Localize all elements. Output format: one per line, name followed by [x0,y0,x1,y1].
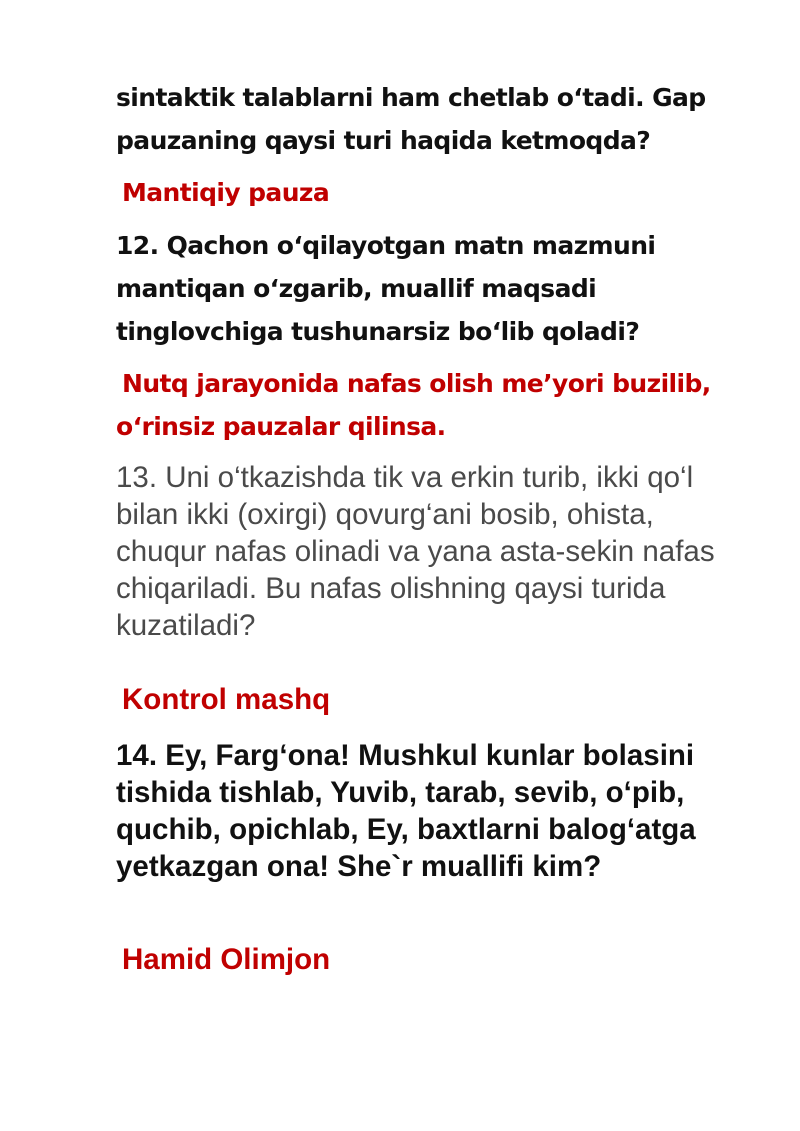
answer-12-text: Nutq jarayonida nafas olish me’yori buzilib, o‘rinsiz pauzalar qilinsa. [116,369,711,441]
answer-11-text: Mantiqiy pauza [122,178,330,207]
question-12-text: 12. Qachon o‘qilayotgan matn mazmuni mantiqan o‘zgarib, muallif maqsadi tinglovchiga tushunarsiz bo‘lib qoladi? [116,231,656,346]
answer-13-text: Kontrol mashq [122,683,331,716]
question-13-text: 13. Uni o‘tkazishda tik va erkin turib, ikki qo‘l bilan ikki (oxirgi) qovurg‘ani bosib, ohista, chuqur nafas olinadi va yana asta-sekin nafas chiqariladi. Bu nafas olishning qaysi turida kuzatiladi? [116,461,715,642]
question-14-text: 14. Ey, Farg‘ona! Mushkul kunlar bolasini tishida tishlab, Yuvib, tarab, sevib, o‘pib, quchib, opichlab, Ey, baxtlarni balog‘atga yetkazgan ona! She`r muallifi kim? [116,739,696,883]
intro-question-text: sintaktik talablarni ham chetlab o‘tadi. Gap pauzaning qaysi turi haqida ketmoqda? [116,83,706,155]
answer-14-text: Hamid Olimjon [122,943,331,976]
